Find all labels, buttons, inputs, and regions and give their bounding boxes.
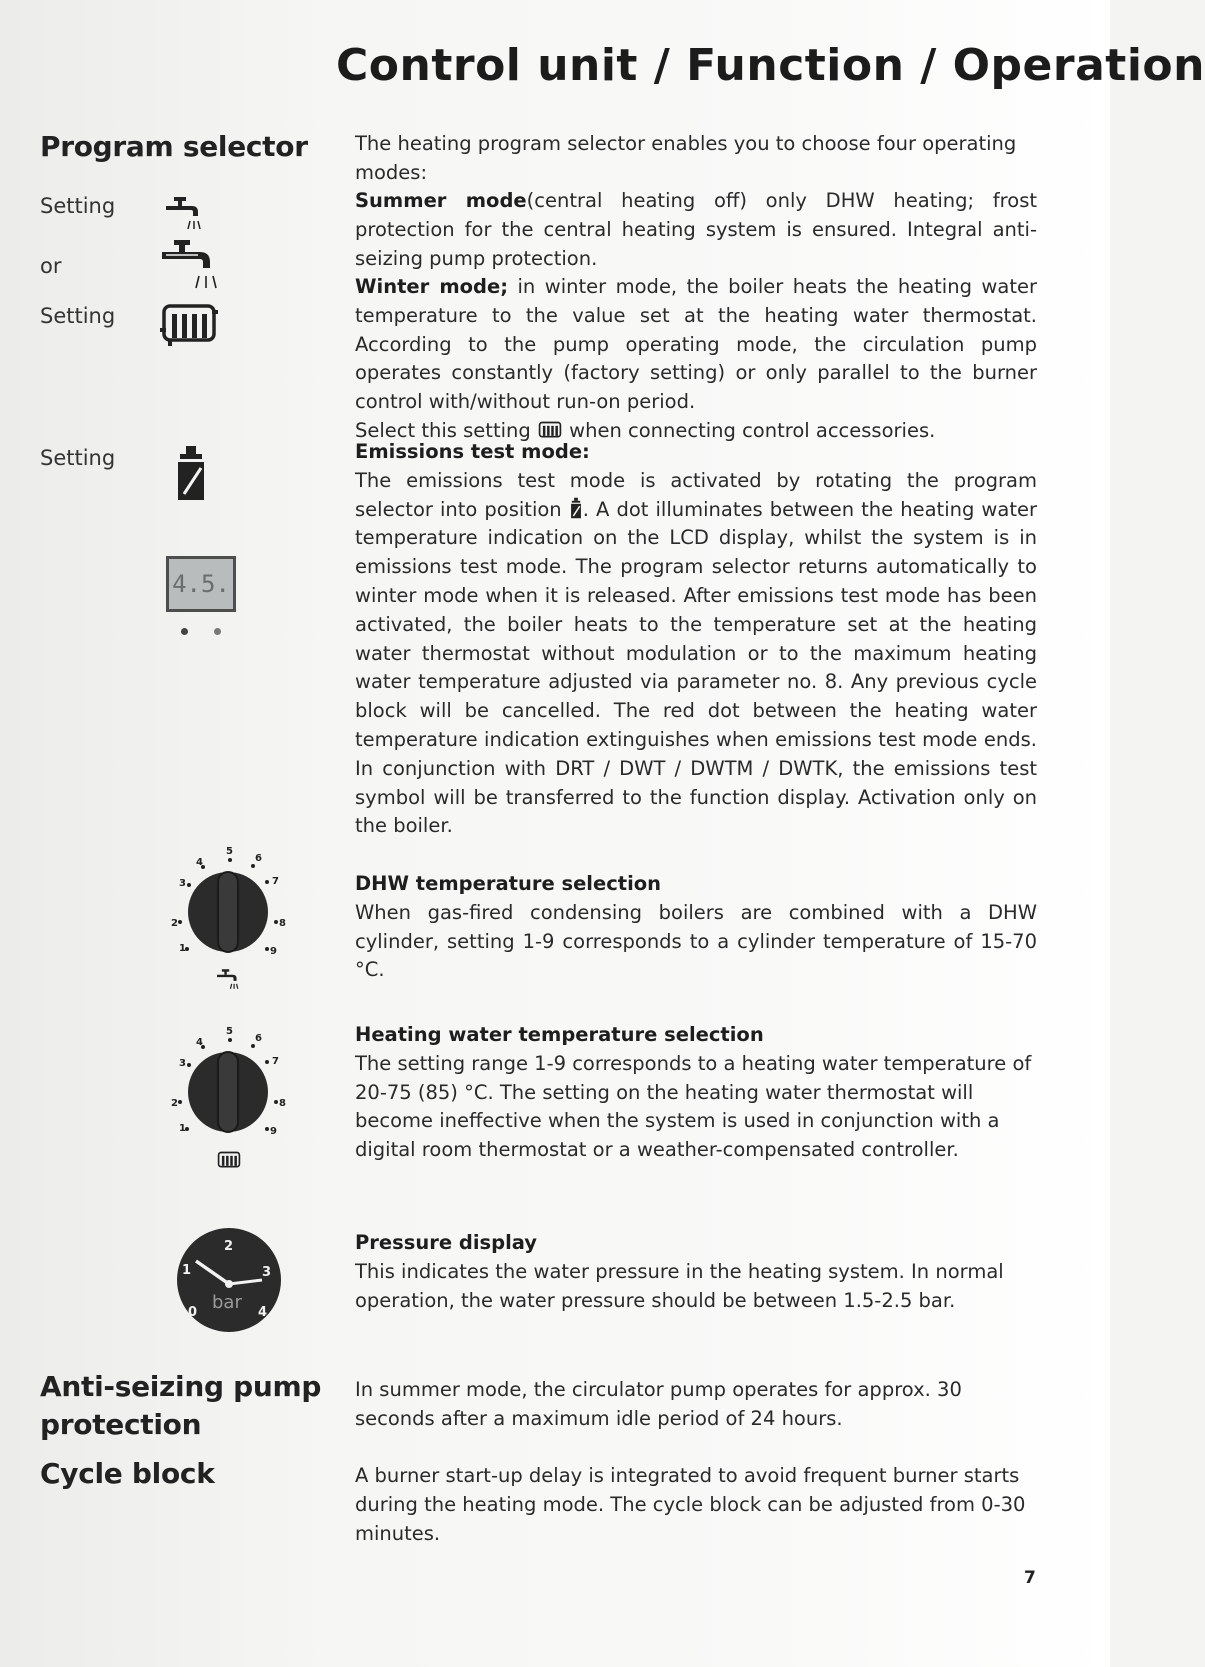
emissions-paragraph bbox=[355, 438, 1037, 841]
setting-label-summer: Setting bbox=[40, 194, 116, 218]
dial-number-9: 9 bbox=[270, 1126, 277, 1137]
dial-number-6: 6 bbox=[255, 853, 262, 864]
setting-label-winter: Setting bbox=[40, 304, 116, 328]
tap-icon bbox=[164, 195, 204, 231]
knob-grip bbox=[218, 1052, 238, 1132]
dial-number-4: 4 bbox=[196, 857, 203, 868]
dial-number-1: 1 bbox=[179, 943, 186, 954]
emissions-test-icon bbox=[174, 444, 208, 502]
heating-water-heading: Heating water temperature selection bbox=[355, 1023, 764, 1046]
dhw-paragraph bbox=[355, 870, 1037, 985]
emissions-inline-icon bbox=[569, 497, 583, 519]
page-title: Control unit / Function / Operation bbox=[336, 40, 1205, 91]
dial-number-6: 6 bbox=[255, 1033, 262, 1044]
radiator-icon bbox=[158, 300, 220, 348]
radiator-inline-icon bbox=[537, 420, 563, 440]
status-dot-right bbox=[214, 628, 221, 635]
dial-number-9: 9 bbox=[270, 946, 277, 957]
intro-paragraph: The heating program selector enables you to choose four operating modes: bbox=[355, 132, 1017, 184]
tap-small-icon bbox=[215, 968, 241, 990]
heating-water-paragraph bbox=[355, 1021, 1037, 1165]
pressure-heading: Pressure display bbox=[355, 1231, 538, 1254]
dial-number-2: 2 bbox=[171, 1098, 178, 1109]
status-dot-left bbox=[181, 628, 188, 635]
dhw-text: When gas-fired condensing boilers are combined with a DHW cylinder, setting 1-9 corresponds to a cylinder temperature of 15-70 °C. bbox=[355, 900, 1037, 982]
gauge-number-0: 0 bbox=[188, 1305, 198, 1320]
cycle-block-heading: Cycle block bbox=[40, 1457, 215, 1490]
winter-mode-text: in winter mode, the boiler heats the heating water temperature to the value set at the heating water thermostat. According to the pump operating mode, the circulation pump operates constantly (factory setting) or only parallel to the burner control with/without run-on period. bbox=[355, 275, 1037, 414]
pressure-gauge bbox=[174, 1226, 284, 1334]
lcd-display bbox=[166, 556, 236, 612]
page-number: 7 bbox=[1024, 1568, 1036, 1588]
winter-mode-label: Winter mode; bbox=[355, 275, 509, 298]
anti-seizing-paragraph: In summer mode, the circulator pump operates for approx. 30 seconds after a maximum idle period of 24 hours. bbox=[355, 1378, 962, 1430]
cycle-block-paragraph: A burner start-up delay is integrated to avoid frequent burner starts during the heating mode. The cycle block can be adjusted from 0-30 minutes. bbox=[355, 1464, 1026, 1545]
summer-mode-text: (central heating off) only DHW heating; frost protection for the central heating system is ensured. Integral anti-seizing pump protection. bbox=[355, 189, 1037, 270]
emissions-heading: Emissions test mode: bbox=[355, 440, 590, 463]
dial-number-2: 2 bbox=[171, 918, 178, 929]
program-selector-heading: Program selector bbox=[40, 130, 308, 163]
dial-number-7: 7 bbox=[272, 876, 279, 887]
dial-number-4: 4 bbox=[196, 1037, 203, 1048]
dial-number-5: 5 bbox=[226, 846, 233, 857]
gauge-number-2: 2 bbox=[224, 1239, 234, 1254]
anti-seizing-heading bbox=[40, 1368, 321, 1444]
gauge-number-1: 1 bbox=[182, 1263, 192, 1278]
pressure-paragraph bbox=[355, 1229, 1037, 1315]
dial-number-5: 5 bbox=[226, 1026, 233, 1037]
dial-number-3: 3 bbox=[179, 1058, 186, 1069]
or-label: or bbox=[40, 254, 62, 278]
anti-seizing-heading-line2: protection bbox=[40, 1408, 202, 1441]
gauge-unit: bar bbox=[212, 1292, 242, 1313]
dhw-heading: DHW temperature selection bbox=[355, 872, 662, 895]
emissions-text-before: The emissions test mode is activated by rotating the program selector into position bbox=[355, 468, 1037, 521]
dial-number-7: 7 bbox=[272, 1056, 279, 1067]
emissions-text-after: . A dot illuminates between the heating water temperature indication on the LCD display, whilst the system is in emissions test mode. The program selector returns automatically to winter mode when it is released. After emissions test mode has been activated, the boiler heats to the temperature set at the heating water thermostat without modulation or to the maximum heating water temperature adjusted via parameter no. 8. Any previous cycle block will be cancelled. The red dot between the heating water temperature indication extinguishes when emissions test mode ends. In conjunction with DRT / DWT / DWTM / DWTK, the emissions test symbol will be transferred to the function display. Activation only on the boiler. bbox=[355, 497, 1037, 838]
pressure-text: This indicates the water pressure in the heating system. In normal operation, the water pressure should be between 1.5-2.5 bar. bbox=[355, 1259, 1004, 1312]
dial-number-8: 8 bbox=[279, 918, 286, 929]
winter-select-after: when connecting control accessories. bbox=[562, 418, 936, 442]
setting-label-emissions: Setting bbox=[40, 446, 116, 470]
radiator-small-icon bbox=[216, 1150, 242, 1170]
summer-mode-label: Summer mode bbox=[355, 189, 527, 212]
knob-grip bbox=[218, 872, 238, 952]
gauge-number-4: 4 bbox=[258, 1305, 268, 1320]
heating-water-temperature-knob bbox=[166, 1022, 290, 1140]
dhw-temperature-knob bbox=[166, 842, 290, 960]
summer-mode-paragraph bbox=[355, 187, 1037, 273]
gauge-number-3: 3 bbox=[262, 1265, 272, 1280]
heating-water-text: The setting range 1-9 corresponds to a heating water temperature of 20-75 (85) °C. The setting on the heating water thermostat will become ineffective when the system is used in conjunction with a digital room thermostat or a weather-compensated controller. bbox=[355, 1051, 1032, 1162]
lcd-value: 4.5. bbox=[169, 559, 233, 609]
winter-select-before: Select this setting bbox=[355, 418, 537, 442]
anti-seizing-heading-line1: Anti-seizing pump bbox=[40, 1370, 322, 1403]
tap-large-icon bbox=[160, 238, 218, 290]
dial-number-1: 1 bbox=[179, 1123, 186, 1134]
winter-mode-paragraph bbox=[355, 273, 1037, 446]
dial-number-3: 3 bbox=[179, 878, 186, 889]
dial-number-8: 8 bbox=[279, 1098, 286, 1109]
